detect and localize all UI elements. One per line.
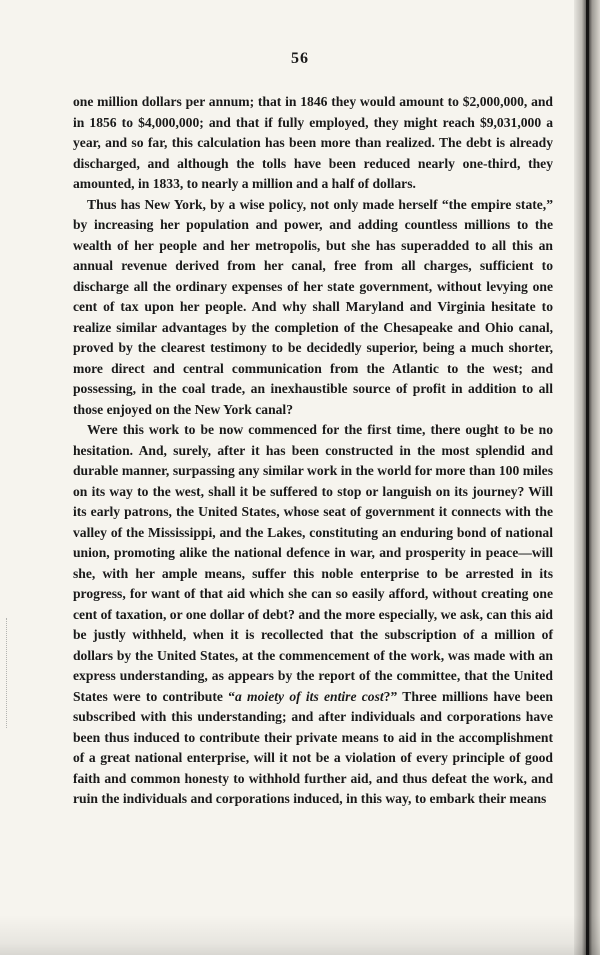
italic-quote: a moiety of its entire cost [235,688,384,704]
page-number: 56 [291,50,309,67]
scan-shadow [0,915,600,955]
paragraph-3-continuation: ?” Three millions have been subscribed with this understanding; and after individuals and corporations have been thus induced to contribute their private means to aid in the accomplishment of a great national enterprise, will it not be a violation of every principle of good faith and common honesty to withhold further aid, and thus defeat the work, and ruin the individuals and corporations induced, in this way, to embark their means [73,688,553,806]
book-binding-edge [574,0,600,955]
paragraph-1: one million dollars per annum; that in 1846 they would amount to $2,000,000, and in 1856 to $4,000,000; and that if fully employed, they might reach $9,031,000 a year, and so far, this calculation has been more than realized. The debt is already discharged, and although the tolls have been reduced nearly one-third, they amounted, in 1833, to nearly a million and a half of dollars. [73,94,553,191]
paragraph-3-text: Were this work to be now commenced for the first time, there ought to be no hesitation. And, surely, after it has been constructed in the most splendid and durable manner, surpassing any similar work in the world for more than 100 miles on its way to the west, shall it be suffered to stop or languish on its journey? Will its early patrons, the United States, whose seat of government it connects with the valley of the Mississippi, and the Lakes, constituting an enduring bond of national union, promoting alike the national defence in war, and prosperity in peace—will she, with her ample means, suffer this noble enterprise to be arrested in its progress, for want of that aid which she can so easily afford, without creating one cent of taxation, or one dollar of debt? and the more especially, we ask, can this aid be justly withheld, when it is recollected that the subscription of a million of dollars by the United States, at the commencement of the work, was made with an express understanding, as appears by the report of the committee, that the United States were to contribute “ [73,422,553,704]
paragraph-3 [73,420,553,810]
body-text [73,92,553,810]
paragraph-2: Thus has New York, by a wise policy, not only made herself “the empire state,” by increasing her population and power, and adding countless millions to the wealth of her people and her metropolis, but she has superadded to all this an annual revenue derived from her canal, free from all charges, sufficient to discharge all the ordinary expenses of her state government, without levying one cent of tax upon her people. And why shall Maryland and Virginia hesitate to realize similar advantages by the completion of the Chesapeake and Ohio canal, proved by the clearest testimony to be decidedly superior, being a much shorter, more direct and central communication from the Atlantic to the west; and possessing, in the coal trade, an inexhaustible source of profit in addition to all those enjoyed on the New York canal? [73,196,553,417]
margin-scan-artifact [6,618,23,728]
